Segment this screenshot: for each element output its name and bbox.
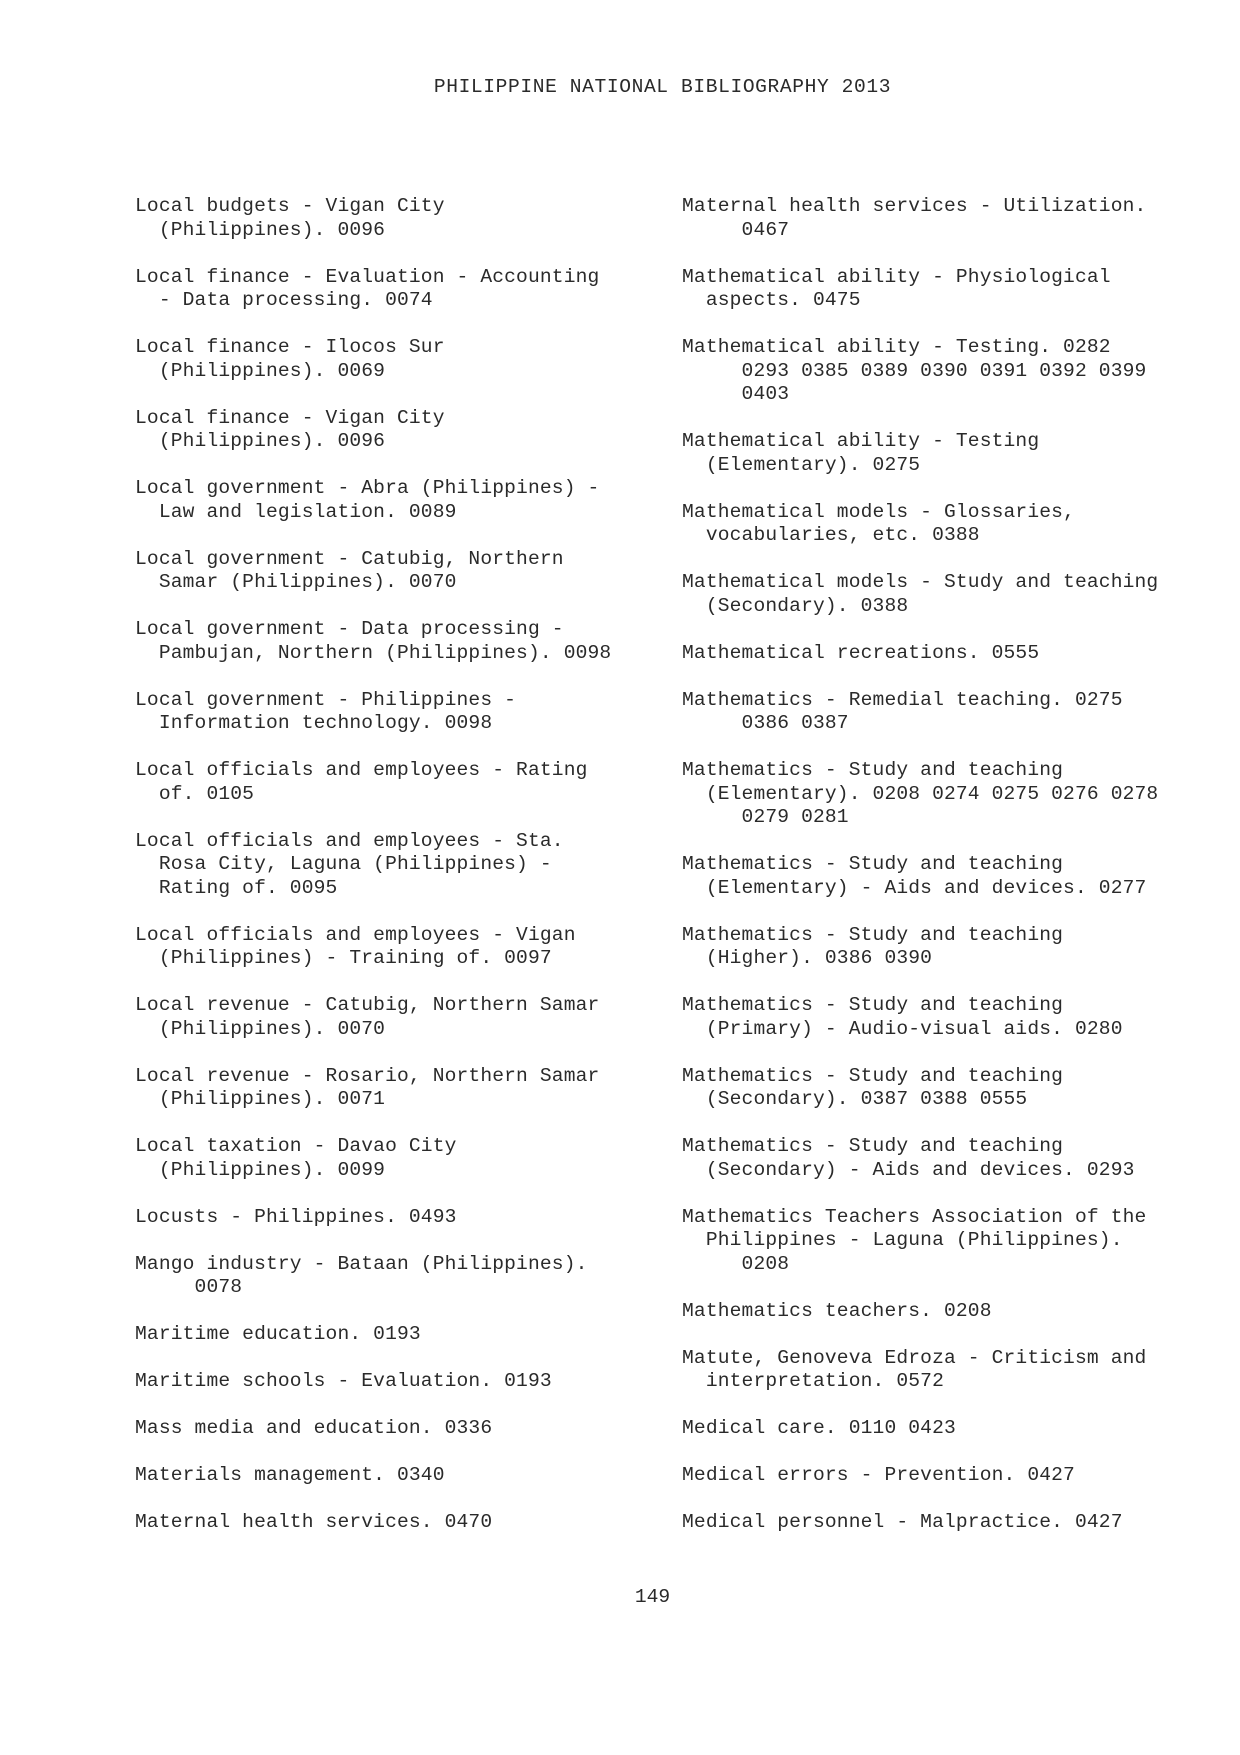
index-entry <box>682 1464 1222 1488</box>
index-entry-line: (Secondary) - Aids and devices. 0293 <box>682 1158 1135 1181</box>
index-entry-line: Mathematical ability - Testing <box>682 430 1040 452</box>
index-entry-line: (Secondary). 0387 0388 0555 <box>682 1088 1028 1110</box>
index-entry-line: Mathematics teachers. 0208 <box>682 1299 992 1322</box>
index-entry-line: (Philippines) - Training of. 0097 <box>135 947 552 969</box>
index-entry <box>135 759 665 806</box>
index-entry-line: (Elementary). 0208 0274 0275 0276 0278 <box>682 782 1159 805</box>
index-entry-line: Local finance - Vigan City <box>135 406 445 429</box>
index-entry-line: Local government - Abra (Philippines) - <box>135 477 600 499</box>
index-entry-line: Information technology. 0098 <box>135 712 493 734</box>
index-entry-line: 0279 0281 <box>682 806 849 828</box>
index-entry-line: Mathematical ability - Testing. 0282 <box>682 336 1111 358</box>
index-entry-line: of. 0105 <box>135 782 255 805</box>
index-entry <box>135 994 665 1041</box>
index-entry <box>135 618 665 665</box>
index-entry-line: Mathematical models - Glossaries, <box>682 500 1075 523</box>
index-entry-line: Mathematics - Study and teaching <box>682 1064 1064 1087</box>
index-entry <box>682 571 1222 618</box>
index-entry-line: - Data processing. 0074 <box>135 289 433 311</box>
index-entry <box>135 195 665 242</box>
index-entry-line: Medical personnel - Malpractice. 0427 <box>682 1511 1123 1533</box>
index-entry-line: Local revenue - Rosario, Northern Samar <box>135 1064 600 1087</box>
index-entry-line: 0386 0387 <box>682 712 849 734</box>
index-entry <box>682 1206 1222 1277</box>
index-entry-line: Mathematics Teachers Association of the <box>682 1205 1147 1228</box>
index-entry <box>682 759 1222 830</box>
index-entry-line: Mathematics - Study and teaching <box>682 923 1064 946</box>
index-entry <box>135 477 665 524</box>
index-entry-line: Rosa City, Laguna (Philippines) - <box>135 853 552 875</box>
index-entry-line: Mass media and education. 0336 <box>135 1417 493 1439</box>
index-entry-line: Local government - Data processing - <box>135 618 564 640</box>
index-entry <box>135 924 665 971</box>
index-entry-line: interpretation. 0572 <box>682 1370 944 1392</box>
index-entry-line: Maritime education. 0193 <box>135 1323 421 1345</box>
index-entry <box>682 642 1222 666</box>
index-entry <box>135 407 665 454</box>
index-entry-line: Local taxation - Davao City <box>135 1135 457 1157</box>
index-entry <box>135 1417 665 1441</box>
index-entry-line: (Philippines). 0069 <box>135 359 386 382</box>
page-number: 149 <box>634 1586 671 1608</box>
index-entry-line: 0467 <box>682 218 790 241</box>
index-entry <box>135 1323 665 1347</box>
index-entry <box>135 1370 665 1394</box>
index-entry-line: 0403 <box>682 383 790 405</box>
index-entry-line: Mathematics - Study and teaching <box>682 759 1064 781</box>
index-entry-line: (Primary) - Audio-visual aids. 0280 <box>682 1017 1123 1040</box>
index-entry-line: (Secondary). 0388 <box>682 594 909 617</box>
index-entry-line: Mathematics - Study and teaching <box>682 994 1064 1016</box>
index-entry-line: Local officials and employees - Vigan <box>135 923 576 946</box>
index-entry <box>135 1065 665 1112</box>
index-entry <box>135 1135 665 1182</box>
index-entry <box>682 430 1222 477</box>
index-entry-line: Matute, Genoveva Edroza - Criticism and <box>682 1346 1147 1369</box>
index-entry-line: 0293 0385 0389 0390 0391 0392 0399 <box>682 359 1147 382</box>
index-entry-line: (Philippines). 0070 <box>135 1017 386 1040</box>
index-entry-line: Local budgets - Vigan City <box>135 195 445 217</box>
index-entry-line: Pambujan, Northern (Philippines). 0098 <box>135 641 612 664</box>
index-entry <box>682 1347 1222 1394</box>
index-entry-line: Mathematical ability - Physiological <box>682 265 1111 288</box>
index-entry-line: (Philippines). 0096 <box>135 430 386 452</box>
index-entry-line: Mathematics - Study and teaching <box>682 1135 1064 1157</box>
index-entry-line: aspects. 0475 <box>682 289 861 311</box>
index-entry-line: Mango industry - Bataan (Philippines). <box>135 1252 588 1275</box>
index-entry <box>682 501 1222 548</box>
index-entry <box>135 1464 665 1488</box>
index-entry-line: Maternal health services. 0470 <box>135 1511 493 1533</box>
index-entry-line: Local finance - Ilocos Sur <box>135 336 445 358</box>
index-entry-line: 0078 <box>135 1276 243 1298</box>
index-entry-line: Samar (Philippines). 0070 <box>135 571 457 593</box>
index-column-right <box>682 195 1222 1558</box>
index-entry-line: Philippines - Laguna (Philippines). <box>682 1229 1123 1251</box>
index-entry-line: Mathematics - Remedial teaching. 0275 <box>682 688 1123 711</box>
index-entry <box>135 689 665 736</box>
index-entry <box>135 1253 665 1300</box>
index-entry-line: Law and legislation. 0089 <box>135 500 457 523</box>
index-entry-line: Mathematics - Study and teaching <box>682 853 1064 875</box>
index-entry <box>135 336 665 383</box>
index-entry-line: (Philippines). 0096 <box>135 218 386 241</box>
index-entry <box>682 266 1222 313</box>
index-entry-line: (Philippines). 0099 <box>135 1158 386 1181</box>
index-entry-line: (Elementary) - Aids and devices. 0277 <box>682 876 1147 899</box>
index-entry-line: Medical care. 0110 0423 <box>682 1417 956 1439</box>
index-entry-line: (Elementary). 0275 <box>682 453 921 476</box>
index-entry-line: Mathematical recreations. 0555 <box>682 641 1040 664</box>
page-header-title: PHILIPPINE NATIONAL BIBLIOGRAPHY 2013 <box>433 76 892 98</box>
index-entry <box>682 689 1222 736</box>
index-entry <box>682 1065 1222 1112</box>
index-entry-line: 0208 <box>682 1252 790 1275</box>
index-entry-line: (Philippines). 0071 <box>135 1088 386 1110</box>
index-entry <box>682 1300 1222 1324</box>
index-entry-line: Local officials and employees - Rating <box>135 759 588 781</box>
index-entry-line: Local government - Philippines - <box>135 688 517 711</box>
index-entry-line: Mathematical models - Study and teaching <box>682 571 1159 593</box>
index-entry-line: vocabularies, etc. 0388 <box>682 524 980 546</box>
index-entry <box>682 1135 1222 1182</box>
index-entry-line: (Higher). 0386 0390 <box>682 947 933 969</box>
index-entry <box>682 1417 1222 1441</box>
index-entry <box>682 853 1222 900</box>
index-entry-line: Local government - Catubig, Northern <box>135 547 564 570</box>
index-entry <box>135 266 665 313</box>
index-entry <box>135 830 665 901</box>
index-column-left <box>135 195 665 1558</box>
index-entry <box>682 994 1222 1041</box>
index-entry-line: Maternal health services - Utilization. <box>682 195 1147 217</box>
index-entry <box>135 1206 665 1230</box>
index-entry <box>135 548 665 595</box>
index-entry-line: Local revenue - Catubig, Northern Samar <box>135 994 600 1016</box>
index-entry-line: Rating of. 0095 <box>135 876 338 899</box>
index-entry-line: Medical errors - Prevention. 0427 <box>682 1464 1075 1486</box>
index-entry <box>682 336 1222 407</box>
index-entry-line: Local officials and employees - Sta. <box>135 829 564 852</box>
index-entry-line: Maritime schools - Evaluation. 0193 <box>135 1370 552 1392</box>
index-entry <box>682 924 1222 971</box>
index-entry-line: Local finance - Evaluation - Accounting <box>135 265 600 288</box>
index-entry-line: Materials management. 0340 <box>135 1464 445 1486</box>
index-entry-line: Locusts - Philippines. 0493 <box>135 1205 457 1228</box>
index-entry <box>682 1511 1222 1535</box>
index-entry <box>682 195 1222 242</box>
index-entry <box>135 1511 665 1535</box>
